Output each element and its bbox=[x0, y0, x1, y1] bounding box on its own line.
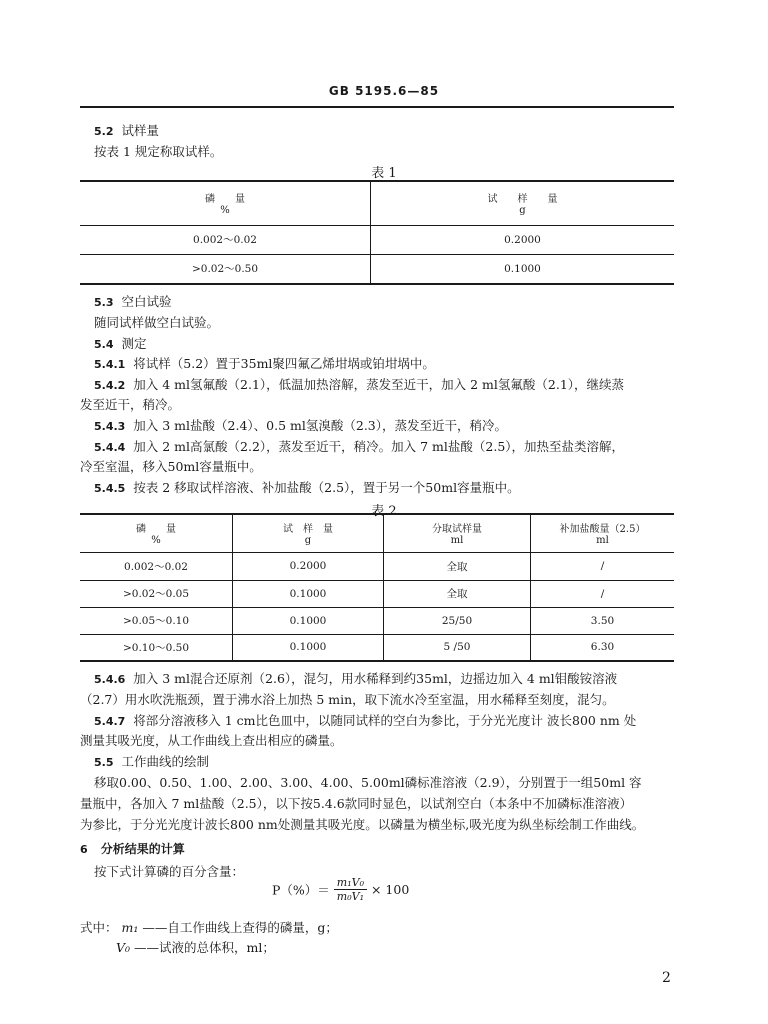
page-number: 2 bbox=[662, 970, 671, 986]
table-cell: 0.1000 bbox=[233, 607, 384, 634]
header-unit: g bbox=[519, 205, 526, 217]
header-rule bbox=[80, 106, 674, 108]
variable-symbol: V₀ bbox=[116, 940, 131, 955]
table-cell: >0.02～0.50 bbox=[80, 254, 371, 284]
section-number: 5.4.3 bbox=[94, 420, 126, 433]
section-5-4-6 bbox=[94, 669, 617, 687]
table-row bbox=[80, 225, 674, 254]
table-cell: >0.02～0.05 bbox=[80, 580, 233, 607]
table-header-row bbox=[80, 514, 674, 552]
header-label: 补加盐酸量（2.5） bbox=[559, 524, 646, 536]
paragraph-text: 加入 3 ml盐酸（2.4）、0.5 ml氢溴酸（2.3），蒸发至近干，稍冷。 bbox=[133, 418, 507, 433]
paragraph-text: 按表 2 移取试样溶液、补加盐酸（2.5），置于另一个50ml容量瓶中。 bbox=[133, 480, 520, 495]
table-cell: 0.2000 bbox=[233, 552, 384, 580]
table-header-cell bbox=[371, 181, 675, 225]
variable-text: ——自工作曲线上查得的磷量，g； bbox=[142, 920, 338, 935]
table-cell: 全取 bbox=[384, 552, 531, 580]
paragraph-text: 加入 3 ml混合还原剂（2.6），混匀，用水稀释到约35ml，边摇边加入 4 ml钼酸铵溶液 bbox=[133, 671, 618, 686]
table-cell: 0.1000 bbox=[504, 262, 541, 275]
table-cell: 3.50 bbox=[590, 614, 615, 627]
header-unit: ml bbox=[596, 535, 609, 547]
table-cell: 0.1000 bbox=[233, 634, 384, 661]
table-2 bbox=[80, 513, 674, 662]
header-label: 分取试样量 bbox=[432, 524, 482, 536]
section-5-4-2 bbox=[94, 375, 624, 393]
section-5-2-text: 按表 1 规定称取试样。 bbox=[94, 144, 223, 159]
formula-rhs: × 100 bbox=[370, 882, 410, 897]
table-cell: 25/50 bbox=[384, 607, 531, 634]
standard-code: GB 5195.6—85 bbox=[328, 84, 440, 98]
section-number: 5.2 bbox=[94, 125, 114, 138]
table-header-row bbox=[80, 181, 674, 225]
header-label: 试 样 量 bbox=[487, 194, 558, 206]
section-5-4-4 bbox=[94, 437, 624, 455]
formula-lhs: P（%）＝ bbox=[272, 882, 330, 898]
formula bbox=[272, 876, 409, 903]
table-cell: 6.30 bbox=[590, 641, 615, 654]
section-title: 测定 bbox=[121, 336, 147, 351]
section-5-4-3 bbox=[94, 416, 507, 434]
table-cell: >0.10～0.50 bbox=[80, 634, 233, 661]
header-unit: ml bbox=[450, 535, 464, 547]
table-cell: 5 /50 bbox=[384, 634, 531, 661]
table-header-cell bbox=[80, 181, 371, 225]
header-unit: g bbox=[304, 535, 312, 547]
variable-definition-2 bbox=[116, 938, 275, 956]
paragraph-continuation: （2.7）用水吹洗瓶颈，置于沸水浴上加热 5 min，取下流水冷至室温，用水稀释至刻度，混匀。 bbox=[80, 692, 615, 707]
section-5-3-text: 随同试样做空白试验。 bbox=[94, 315, 220, 330]
variable-symbol: m₁ bbox=[121, 920, 139, 935]
paragraph-continuation: 冷至室温，移入50ml容量瓶中。 bbox=[80, 459, 262, 474]
section-number: 5.4.5 bbox=[94, 482, 126, 495]
paragraph-text: 将试样（5.2）置于35ml聚四氟乙烯坩埚或铂坩埚中。 bbox=[133, 356, 435, 371]
section-6-heading bbox=[80, 840, 185, 857]
section-title: 空白试验 bbox=[121, 294, 172, 309]
section-5-2-heading bbox=[94, 121, 159, 139]
section-5-4-1 bbox=[94, 354, 435, 372]
paragraph-text: 将部分溶液移入 1 cm比色皿中，以随同试样的空白为参比，于分光光度计 波长800 nm 处 bbox=[133, 713, 637, 728]
table-cell: 0.002～0.02 bbox=[80, 552, 233, 580]
section-number: 5.4.4 bbox=[94, 441, 126, 454]
section-number: 5.5 bbox=[94, 756, 114, 769]
header-unit: % bbox=[151, 535, 161, 547]
paragraph-text: 加入 4 ml氢氟酸（2.1），低温加热溶解，蒸发至近干，加入 2 ml氢氟酸（2.1），继续蒸 bbox=[133, 377, 625, 392]
paragraph-continuation: 测量其吸光度，从工作曲线上查出相应的磷量。 bbox=[80, 733, 343, 748]
table-cell: 0.1000 bbox=[233, 580, 384, 607]
paragraph-continuation: 发至近干，稍冷。 bbox=[80, 397, 181, 412]
section-number: 5.3 bbox=[94, 296, 114, 309]
header-unit: % bbox=[220, 205, 230, 217]
section-6-intro: 按下式计算磷的百分含量： bbox=[94, 864, 245, 879]
table-cell: 全取 bbox=[384, 580, 531, 607]
section-5-4-7 bbox=[94, 711, 636, 729]
paragraph-text: 移取0.00、0.50、1.00、2.00、3.00、4.00、5.00ml磷标准溶液（2.9），分别置于一组50ml 容 bbox=[94, 775, 642, 790]
section-5-3-heading bbox=[94, 292, 171, 310]
table-header-cell bbox=[384, 514, 531, 552]
formula-denominator: m₀V₁ bbox=[336, 890, 364, 903]
table-cell: >0.05～0.10 bbox=[80, 607, 233, 634]
table-cell: / bbox=[600, 587, 605, 600]
table-cell: / bbox=[600, 560, 605, 572]
section-title: 试样量 bbox=[121, 123, 159, 138]
paragraph-continuation: 为参比，于分光光度计波长800 nm处测量其吸光度。以磷量为横坐标,吸光度为纵坐标绘制工作曲线。 bbox=[80, 817, 645, 832]
section-number: 5.4.7 bbox=[94, 715, 126, 728]
section-5-4-heading bbox=[94, 334, 146, 352]
variable-definition-1 bbox=[80, 918, 338, 936]
section-number: 5.4.2 bbox=[94, 379, 126, 392]
table-2-caption: 表 2 bbox=[371, 504, 397, 519]
header-label: 磷 量 bbox=[205, 194, 245, 206]
section-title: 工作曲线的绘制 bbox=[121, 754, 209, 769]
section-number: 5.4 bbox=[94, 338, 114, 351]
table-header-cell bbox=[531, 514, 675, 552]
table-header-cell bbox=[233, 514, 384, 552]
table-header-cell bbox=[80, 514, 233, 552]
variable-text: ——试液的总体积，ml； bbox=[134, 940, 275, 955]
where-label: 式中： bbox=[80, 920, 118, 935]
section-number: 5.4.1 bbox=[94, 358, 126, 371]
section-title: 分析结果的计算 bbox=[100, 842, 185, 856]
section-5-5-heading bbox=[94, 752, 209, 770]
table-cell: 0.002～0.02 bbox=[80, 225, 371, 254]
paragraph-text: 加入 2 ml高氯酸（2.2），蒸发至近干，稍冷。加入 7 ml盐酸（2.5），加热至盐类溶解， bbox=[133, 439, 625, 454]
table-row bbox=[80, 552, 674, 580]
header-label: 试 样 量 bbox=[283, 524, 333, 536]
section-number: 6 bbox=[80, 843, 88, 856]
table-1-caption: 表 1 bbox=[371, 166, 397, 181]
table-row bbox=[80, 607, 674, 634]
formula-fraction bbox=[334, 876, 367, 903]
formula-numerator: m₁V₀ bbox=[334, 876, 367, 890]
table-row bbox=[80, 634, 674, 661]
table-row bbox=[80, 254, 674, 284]
table-cell: 0.2000 bbox=[504, 233, 541, 246]
section-number: 5.4.6 bbox=[94, 673, 126, 686]
table-1 bbox=[80, 180, 674, 285]
table-row bbox=[80, 580, 674, 607]
header-label: 磷 量 bbox=[136, 524, 176, 536]
paragraph-continuation: 量瓶中，各加入 7 ml盐酸（2.5），以下按5.4.6款同时显色，以试剂空白（本条中不加磷标准溶液） bbox=[80, 796, 633, 811]
section-5-4-5 bbox=[94, 478, 520, 496]
